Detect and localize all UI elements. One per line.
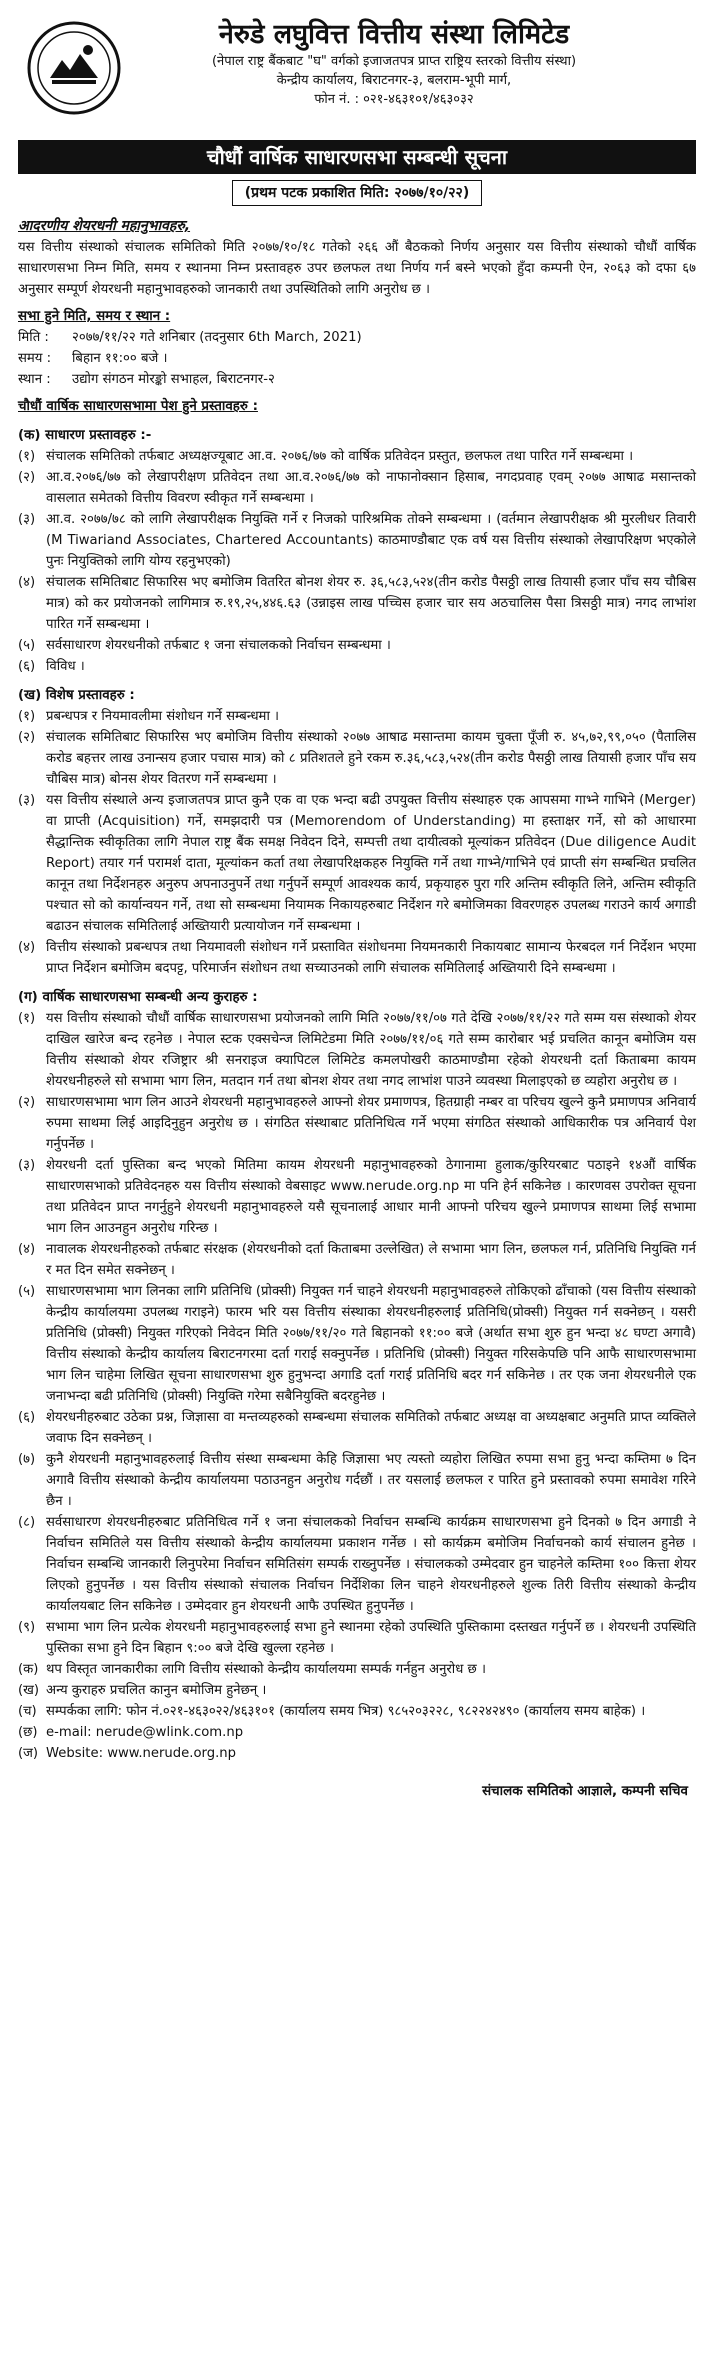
list-item: (२) साधारणसभामा भाग लिन आउने शेयरधनी महानुभावहरुले आफ्नो शेयर प्रमाणपत्र, हितग्राही नम्बर वा परिचय खुल्ने कुनै प्रमाणपत्र अनिवार्य रुपमा साथमा लिई आइदिनुहुन अनुरोध छ । संगठित संस्थाबाट प्रतिनिधित्व गर्ने भएमा संगठित संस्थाको आधिकारीक पत्र अनिवार्य पेश गर्नुपर्नेछ । [18,1095,696,1152]
email-item: (छ) e-mail: nerude@wlink.com.np [18,1725,244,1740]
meeting-date: २०७७/११/२२ गते शनिबार (तदनुसार 6th March, 2021) [72,330,362,345]
list-item: (९) सभामा भाग लिन प्रत्येक शेयरधनी महानुभावहरुलाई सभा हुने स्थानमा रहेको उपस्थिति पुस्तिकामा दस्तखत गर्नुपर्ने छ । शेयरधनी उपस्थिति पुस्तिका सभा हुने दिन बिहान ९:०० बजे देखि खुल्ला रहनेछ । [18,1620,696,1656]
list-item: (१) यस वित्तीय संस्थाको चौधौं वार्षिक साधारणसभा प्रयोजनको लागि मिति २०७७/११/०७ गते देखि २०७७/११/२२ गते सम्म यस संस्थाको शेयर दाखिल खारेज बन्द रहनेछ । नेपाल स्टक एक्सचेन्ज लिमिटेडमा मिति २०७७/११/०६ गते सम्म कारोबार भई प्रचलित कानून बमोजिम यस वित्तीय संस्थाको शेयर रजिष्ट्रार श्री सनराइज क्यापिटल लिमिटेड कमलपोखरी काठमाण्डौमा रहेको शेयरधनी दर्ता किताबमा कायम शेयरधनीहरुले सो सभामा भाग लिन, मतदान गर्न तथा बोनश शेयर तथा नगद लाभांश पाउने व्यवस्था मिलाइएको छ व्यहोरा अनुरोध छ । [18,1011,696,1089]
signature-line-1: संचालक समितिको आज्ञाले, [482,1784,618,1799]
list-item: (३) शेयरधनी दर्ता पुस्तिका बन्द भएको मितिमा कायम शेयरधनी महानुभावहरुको ठेगानामा हुलाक/कुरियरबाट पठाइने १४औं वार्षिक साधारणसभाको प्रतिवेदनहरु यस वित्तीय संस्थाको वेबसाइट www.nerude.org.np मा पनि हेर्न सकिनेछ । कारणवस उपरोक्त सूचना तथा प्रतिवेदन प्राप्त नगर्नुहुने शेयरधनी महानुभावहरुले यसै सूचनालाई आधार मानी आफ्नो परिचय खुल्ने प्रमाणपत्र साथमा लिई सभामा भाग लिन आउनहुन अनुरोध गरिन्छ । [18,1158,696,1236]
notice-title: चौधौं वार्षिक साधारणसभा सम्बन्धी सूचना [18,140,696,174]
list-item: (१) प्रबन्धपत्र र नियमावलीमा संशोधन गर्ने सम्बन्धमा । [18,709,280,724]
meeting-time-row [18,348,696,369]
meeting-details [18,327,696,390]
greeting: आदरणीय शेयरधनी महानुभावहरु, [18,218,191,234]
notice-page [12,0,702,1802]
list-item: (१) संचालक समितिको तर्फबाट अध्यक्षज्यूबाट आ.व. २०७६/७७ को वार्षिक प्रतिवेदन प्रस्तुत, छलफल तथा पारित गर्ने सम्बन्धमा । [18,449,634,464]
list-item: (८) सर्वसाधारण शेयरधनीहरुबाट प्रतिनिधित्व गर्ने १ जना संचालकको निर्वाचन सम्बन्धि कार्यक्रम साधारणसभा हुने दिनको ७ दिन अगाडी ने निर्वाचन समितिले यस वित्तीय संस्थाको केन्द्रीय कार्यालयमा प्रकाशन गर्नेछ । सो कार्यक्रम बमोजिम निर्वाचनको कार्य संचालन हुनेछ । निर्वाचन सम्बन्धि जानकारी लिनुपरेमा निर्वाचन समितिसंग सम्पर्क राख्नुपर्नेछ । संचालकको उम्मेदवार हुन चाहनेले कम्तिमा १०० कित्ता शेयर लिएको हुनुपर्नेछ । यस वित्तीय संस्थाको संचालक निर्वाचन निर्देशिका लिन चाहने शेयरधनीहरुले शुल्क तिरी वित्तीय संस्थाको केन्द्रीय कार्यालयबाट लिन सकिनेछ । उम्मेदवार हुन शेयरधनी आफै उपस्थित हुनुपर्नेछ । [18,1515,696,1614]
list-item: (६) शेयरधनीहरुबाट उठेका प्रश्न, जिज्ञासा वा मन्तव्यहरुको सम्बन्धमा संचालक समितिको तर्फबाट अध्यक्ष वा अध्यक्षबाट अनुमति प्राप्त व्यक्तिले जवाफ दिन सक्नेछन् । [18,1410,696,1446]
list-item: (५) साधारणसभामा भाग लिनका लागि प्रतिनिधि (प्रोक्सी) नियुक्त गर्न चाहने शेयरधनी महानुभावहरुले तोकिएको ढाँचाको (यस वित्तीय संस्थाको केन्द्रीय कार्यालयमा उपलब्ध गराइने) फारम भरि यस वित्तीय संस्थाका शेयरधनीहरुलाई प्रतिनिधि(प्रोक्सी) नियुक्त गर्न सक्नेछन् । यसरी प्रतिनिधि (प्रोक्सी) नियुक्त गरिएको निवेदन मिति २०७७/११/२० गते बिहानको ११:०० बजे (अर्थात सभा शुरु हुन भन्दा ४८ घण्टा अगावै) वित्तीय संस्थाको केन्द्रीय कार्यालय बिराटनगरमा दर्ता गराई सक्नुपर्नेछ । प्रतिनिधि (प्रोक्सी) नियुक्त गरिसकेपछि पनि आफै साधारणसभामा भाग लिन चाहेमा लिखित सूचना साधारणसभा शुरु हुनुभन्दा अगाडि दर्ता गराई प्रतिनिधि बदर गर्न सकिनेछ । तर एक जना शेयरधनीले एक जनाभन्दा बढी प्रतिनिधि (प्रोक्सी) नियुक्ति गरेमा सबैनियुक्ति बदरहुनेछ । [18,1284,696,1404]
list-item: (२) संचालक समितिबाट सिफारिस भए बमोजिम वित्तीय संस्थाको २०७७ आषाढ मसान्तमा कायम चुक्ता पूँजी रु. ४५,७२,९९,०५० (पैतालिस करोड बहत्तर लाख उनान्सय हजार पचास मात्र) को ८ प्रतिशतले हुने रकम रु.३६,५८३,५२४(तीन करोड पैसठ्ठी लाख तियासी हजार पाँच सय चौबिस मात्र) बोनस शेयर वितरण गर्ने सम्बन्धमा । [18,730,696,787]
meeting-place-row [18,369,696,390]
meeting-place-label: स्थान : [18,372,51,387]
ordinary-list [18,446,696,677]
special-heading: (ख) विशेष प्रस्तावहरु : [18,688,135,703]
meeting-heading: सभा हुने मिति, समय र स्थान : [18,309,171,324]
intro-paragraph: यस वित्तीय संस्थाको संचालक समितिको मिति २०७७/१०/१८ गतेको २६६ औं बैठकको निर्णय अनुसार यस वित्तीय संस्थाको चौधौं वार्षिक साधारणसभा निम्न मिति, समय र स्थानमा निम्न प्रस्तावहरु उपर छलफल तथा निर्णय गर्न बस्ने भएको हुँदा कम्पनी ऐन, २०६३ को दफा ६७ अनुसार सम्पूर्ण शेयरधनी महानुभावहरुको जानकारी तथा उपस्थितिको लागि अनुरोध छ । [18,240,696,297]
meeting-place: उद्योग संगठन मोरङ्को सभाहल, बिराटनगर-२ [72,372,275,387]
list-item: (४) वित्तीय संस्थाको प्रबन्धपत्र तथा नियमावली संशोधन गर्ने प्रस्तावित संशोधनमा नियमनकारी निकायबाट सामान्य फेरबदल गर्न निर्देशन भएमा प्राप्त निर्देशन बमोजिम बदपट्ट, परिमार्जन संशोधन तथा सच्याउनको लागि संचालक समितिलाई अख्तियारी दिने सम्बन्धमा । [18,940,696,976]
meeting-time-label: समय : [18,351,52,366]
list-item: (च) सम्पर्कका लागि: फोन नं.०२१-४६३०२२/४६३१०१ (कार्यालय समय भित्र) ९८५२०३२२८, ९८२२४२४९० (कार्यालय समय बाहेक) । [18,1704,646,1719]
header-line-1: (नेपाल राष्ट्र बैंकबाट "घ" वर्गको इजाजतपत्र प्राप्त राष्ट्रिय स्तरको वित्तीय संस्था) [211,54,577,69]
header [18,14,696,132]
list-item: (५) सर्वसाधारण शेयरधनीको तर्फबाट १ जना संचालकको निर्वाचन सम्बन्धमा । [18,638,391,653]
other-heading: (ग) वार्षिक साधारणसभा सम्बन्धी अन्य कुराहरु : [18,990,258,1005]
first-publication-box [18,180,696,206]
header-text [122,14,696,109]
signature-line-2: कम्पनी सचिव [621,1784,688,1799]
list-item: (क) थप विस्तृत जानकारीका लागि वित्तीय संस्थाको केन्द्रीय कार्यालयमा सम्पर्क गर्नहुन अनुरोध छ । [18,1662,486,1677]
list-item: (३) आ.व. २०७७/७८ को लागि लेखापरीक्षक नियुक्ति गर्ने र निजको पारिश्रमिक तोक्ने सम्बन्धमा । (वर्तमान लेखापरीक्षक श्री मुरलीधर तिवारी (M Tiwariand Associates, Chartered Accountants) काठमाण्डौबाट एक वर्ष यस वित्तीय संस्थाको लेखापरिक्षण भएकोले पुनः नियुक्तिको लागि योग्य रहनुभएको) [18,512,696,569]
header-line-3: फोन नं. : ०२१-४६३१०१/४६३०३२ [314,92,474,107]
header-line-2: केन्द्रीय कार्यालय, बिराटनगर-३, बलराम-भूपी मार्ग, [276,73,512,88]
meeting-time: बिहान ११:०० बजे । [72,351,168,366]
list-item: (६) विविध । [18,659,85,674]
company-logo [26,20,122,116]
org-name: नेरुडे लघुवित्त वित्तीय संस्था लिमिटेड [218,19,570,50]
ordinary-heading: (क) साधारण प्रस्तावहरु :- [18,428,152,443]
meeting-date-label: मिति : [18,330,49,345]
meeting-date-row [18,327,696,348]
list-item: (ख) अन्य कुराहरु प्रचलित कानुन बमोजिम हुनेछन् । [18,1683,267,1698]
agenda-heading: चौधौं वार्षिक साधारणसभामा पेश हुने प्रस्तावहरु : [18,399,258,414]
list-item: (७) कुनै शेयरधनी महानुभावहरुलाई वित्तीय संस्था सम्बन्धमा केहि जिज्ञासा भए त्यस्तो व्यहोरा लिखित रुपमा सभा हुनु भन्दा कम्तिमा ७ दिन अगावै वित्तीय संस्थाको केन्द्रीय कार्यालयमा पठाउनहुन अनुरोध गर्दछौं । तर यसलाई छलफल र पारित हुने प्रस्तावको रुपमा समावेश गरिने छैन । [18,1452,696,1509]
special-list [18,706,696,979]
list-item: (२) आ.व.२०७६/७७ को लेखापरीक्षण प्रतिवेदन तथा आ.व.२०७६/७७ को नाफानोक्सान हिसाब, नगदप्रवाह एवम् २०७७ आषाढ मसान्तको वासलात समेतको वित्तीय विवरण स्वीकृत गर्ने सम्बन्धमा । [18,470,696,506]
list-item: (४) नावालक शेयरधनीहरुको तर्फबाट संरक्षक (शेयरधनीको दर्ता किताबमा उल्लेखित) ले सभामा भाग लिन, छलफल गर्न, प्रतिनिधि नियुक्ति गर्न र मत दिन समेत सक्नेछन् । [18,1242,696,1278]
signature-block [18,1782,696,1802]
list-item: (४) संचालक समितिबाट सिफारिस भए बमोजिम वितरित बोनश शेयर रु. ३६,५८३,५२४(तीन करोड पैसठ्ठी लाख तियासी हजार पाँच सय चौबिस मात्र) को कर प्रयोजनको लागिमात्र रु.१९,२५,४४६.६३ (उन्नाइस लाख पच्चिस हजार चार सय अठचालिस पैसा त्रिसठ्ठी मात्र) नगद लाभांश पारित गर्ने सम्बन्धमा । [18,575,696,632]
website-item: (ज) Website: www.nerude.org.np [18,1746,237,1761]
other-list [18,1008,696,1764]
first-publication-date: (प्रथम पटक प्रकाशित मिति: २०७७/१०/२२) [232,180,482,206]
list-item: (३) यस वित्तीय संस्थाले अन्य इजाजतपत्र प्राप्त कुनै एक वा एक भन्दा बढी उपयुक्त वित्तीय संस्थाहरु एक आपसमा गाभ्ने गाभिने (Merger) वा प्राप्ती (Acquisition) गर्ने, समझदारी पत्र (Memorendom of Understanding) मा हस्ताक्षर गर्ने, सो को आधारमा सैद्धान्तिक स्वीकृतिका लागि नेपाल राष्ट्र बैंक समक्ष निवेदन दिने, सम्पत्ती तथा दायीत्वको मूल्यांकन प्रतिवेदन (Due diligence Audit Report) तयार गर्न परामर्श दाता, मूल्यांकन कर्ता तथा लेखापरिक्षकहरु नियुक्ति गर्ने तथा गाभ्ने/गाभिने एवं प्राप्ती संग सम्बन्धित प्रचलित कानून तथा निर्देशनहरु अनुरुप अपनाउनुपर्ने तथा गर्नुपर्ने सम्पूर्ण आवश्यक कार्य, प्रकृयाहरु पुरा गरि अन्तिम स्वीकृति लिने, अन्तिम स्वीकृति पश्चात सो को कार्यान्वयन गर्ने, तथा सो सम्बन्धमा नियामक निकायहरुबाट निर्देशन गरे बमोजिमका विवरणहरु उपलब्ध गराउने कार्य अगाडी बढाउन संचालक समितिलाई अख्तियारी प्रत्यायोजन गर्ने सम्बन्धमा । [18,793,696,934]
